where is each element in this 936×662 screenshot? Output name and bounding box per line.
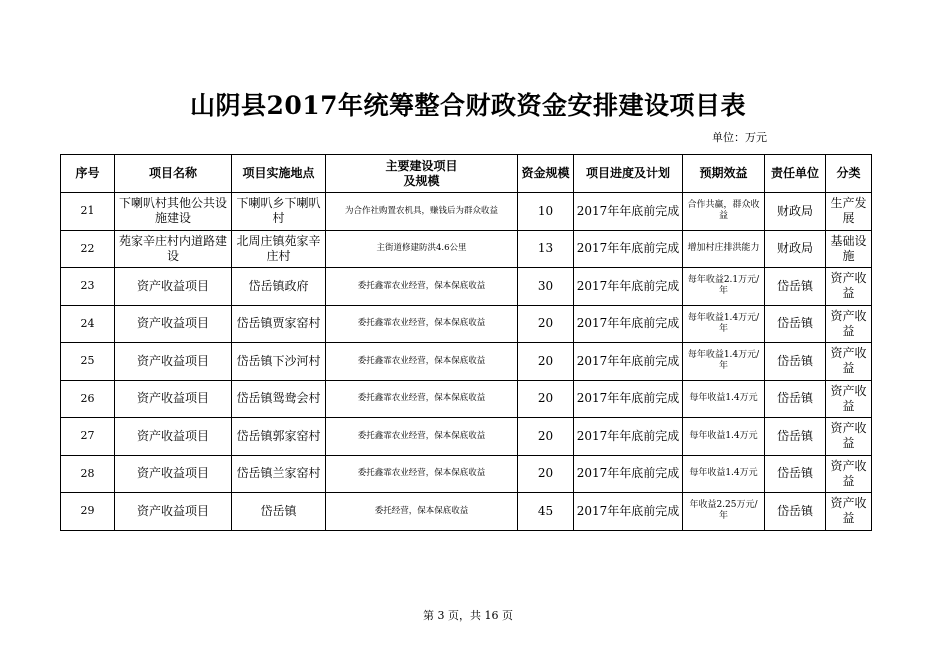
cell-no: 29 xyxy=(61,493,115,531)
cell-size: 20 xyxy=(518,380,574,418)
cell-content: 委托鑫霏农业经营，保本保底收益 xyxy=(326,305,518,343)
cell-location: 岱岳镇郭家窑村 xyxy=(232,418,326,456)
unit-label: 单位：万元 xyxy=(712,131,767,144)
cell-benefit: 每年收益1.4万元 xyxy=(683,380,765,418)
header-unit: 责任单位 xyxy=(765,155,826,193)
cell-name: 资产收益项目 xyxy=(115,455,232,493)
cell-size: 10 xyxy=(518,193,574,231)
cell-category: 资产收益 xyxy=(826,455,872,493)
cell-size: 45 xyxy=(518,493,574,531)
cell-size: 20 xyxy=(518,418,574,456)
cell-benefit: 每年收益2.1万元/年 xyxy=(683,268,765,306)
cell-name: 资产收益项目 xyxy=(115,418,232,456)
cell-size: 20 xyxy=(518,343,574,381)
cell-location: 北周庄镇苑家辛庄村 xyxy=(232,230,326,268)
document-title: 山阴县2017年统筹整合财政资金安排建设项目表 xyxy=(189,91,747,120)
header-content-line1: 主要建设项目 xyxy=(385,158,458,173)
cell-category: 基础设施 xyxy=(826,230,872,268)
page-footer: 第 3 页，共 16 页 xyxy=(423,609,513,622)
cell-no: 24 xyxy=(61,305,115,343)
cell-content: 主街道修建防洪4.6公里 xyxy=(326,230,518,268)
header-content xyxy=(326,155,518,193)
cell-location: 岱岳镇 xyxy=(232,493,326,531)
cell-no: 23 xyxy=(61,268,115,306)
cell-progress: 2017年年底前完成 xyxy=(574,493,683,531)
cell-location: 下喇叭乡下喇叭村 xyxy=(232,193,326,231)
cell-benefit: 合作共赢，群众收益 xyxy=(683,193,765,231)
table-row xyxy=(61,305,872,343)
cell-no: 27 xyxy=(61,418,115,456)
cell-location: 岱岳镇贾家窑村 xyxy=(232,305,326,343)
cell-benefit: 增加村庄排洪能力 xyxy=(683,230,765,268)
cell-content: 委托鑫霏农业经营，保本保底收益 xyxy=(326,418,518,456)
table-row xyxy=(61,380,872,418)
cell-benefit: 每年收益1.4万元/年 xyxy=(683,343,765,381)
cell-no: 28 xyxy=(61,455,115,493)
cell-location: 岱岳镇下沙河村 xyxy=(232,343,326,381)
cell-size: 20 xyxy=(518,455,574,493)
cell-progress: 2017年年底前完成 xyxy=(574,418,683,456)
cell-unit: 岱岳镇 xyxy=(765,493,826,531)
cell-unit: 岱岳镇 xyxy=(765,418,826,456)
table-header-row xyxy=(61,155,872,193)
cell-unit: 财政局 xyxy=(765,230,826,268)
cell-location: 岱岳镇鸳鸯会村 xyxy=(232,380,326,418)
cell-category: 资产收益 xyxy=(826,380,872,418)
cell-location: 岱岳镇兰家窑村 xyxy=(232,455,326,493)
cell-name: 苑家辛庄村内道路建设 xyxy=(115,230,232,268)
cell-no: 22 xyxy=(61,230,115,268)
table-row xyxy=(61,193,872,231)
table-row xyxy=(61,268,872,306)
table-row xyxy=(61,230,872,268)
cell-content: 委托鑫霏农业经营，保本保底收益 xyxy=(326,455,518,493)
cell-benefit: 每年收益1.4万元 xyxy=(683,418,765,456)
cell-unit: 岱岳镇 xyxy=(765,455,826,493)
cell-progress: 2017年年底前完成 xyxy=(574,455,683,493)
cell-category: 资产收益 xyxy=(826,268,872,306)
cell-unit: 岱岳镇 xyxy=(765,380,826,418)
table-row xyxy=(61,418,872,456)
table-row xyxy=(61,343,872,381)
header-benefit: 预期效益 xyxy=(683,155,765,193)
table-row xyxy=(61,493,872,531)
cell-progress: 2017年年底前完成 xyxy=(574,230,683,268)
cell-name: 资产收益项目 xyxy=(115,268,232,306)
cell-benefit: 年收益2.25万元/年 xyxy=(683,493,765,531)
cell-name: 资产收益项目 xyxy=(115,343,232,381)
cell-benefit: 每年收益1.4万元 xyxy=(683,455,765,493)
cell-name: 下喇叭村其他公共设施建设 xyxy=(115,193,232,231)
header-location: 项目实施地点 xyxy=(232,155,326,193)
cell-no: 21 xyxy=(61,193,115,231)
cell-content: 委托鑫霏农业经营，保本保底收益 xyxy=(326,380,518,418)
cell-size: 30 xyxy=(518,268,574,306)
cell-progress: 2017年年底前完成 xyxy=(574,343,683,381)
cell-content: 委托经营，保本保底收益 xyxy=(326,493,518,531)
cell-unit: 岱岳镇 xyxy=(765,305,826,343)
cell-name: 资产收益项目 xyxy=(115,493,232,531)
cell-progress: 2017年年底前完成 xyxy=(574,305,683,343)
cell-content: 委托鑫霏农业经营，保本保底收益 xyxy=(326,343,518,381)
cell-progress: 2017年年底前完成 xyxy=(574,268,683,306)
header-size: 资金规模 xyxy=(518,155,574,193)
cell-progress: 2017年年底前完成 xyxy=(574,380,683,418)
project-table xyxy=(60,154,872,531)
header-category: 分类 xyxy=(826,155,872,193)
cell-size: 20 xyxy=(518,305,574,343)
cell-progress: 2017年年底前完成 xyxy=(574,193,683,231)
cell-unit: 财政局 xyxy=(765,193,826,231)
header-name: 项目名称 xyxy=(115,155,232,193)
cell-benefit: 每年收益1.4万元/年 xyxy=(683,305,765,343)
header-progress: 项目进度及计划 xyxy=(574,155,683,193)
cell-no: 25 xyxy=(61,343,115,381)
cell-category: 资产收益 xyxy=(826,343,872,381)
cell-content: 为合作社购置农机具，赚钱后为群众收益 xyxy=(326,193,518,231)
cell-unit: 岱岳镇 xyxy=(765,343,826,381)
cell-name: 资产收益项目 xyxy=(115,305,232,343)
cell-unit: 岱岳镇 xyxy=(765,268,826,306)
header-content-line2: 及规模 xyxy=(403,173,440,188)
cell-content: 委托鑫霏农业经营，保本保底收益 xyxy=(326,268,518,306)
table-row xyxy=(61,455,872,493)
cell-no: 26 xyxy=(61,380,115,418)
cell-name: 资产收益项目 xyxy=(115,380,232,418)
cell-category: 资产收益 xyxy=(826,493,872,531)
header-no: 序号 xyxy=(61,155,115,193)
cell-category: 资产收益 xyxy=(826,305,872,343)
cell-location: 岱岳镇政府 xyxy=(232,268,326,306)
cell-category: 资产收益 xyxy=(826,418,872,456)
cell-category: 生产发展 xyxy=(826,193,872,231)
cell-size: 13 xyxy=(518,230,574,268)
